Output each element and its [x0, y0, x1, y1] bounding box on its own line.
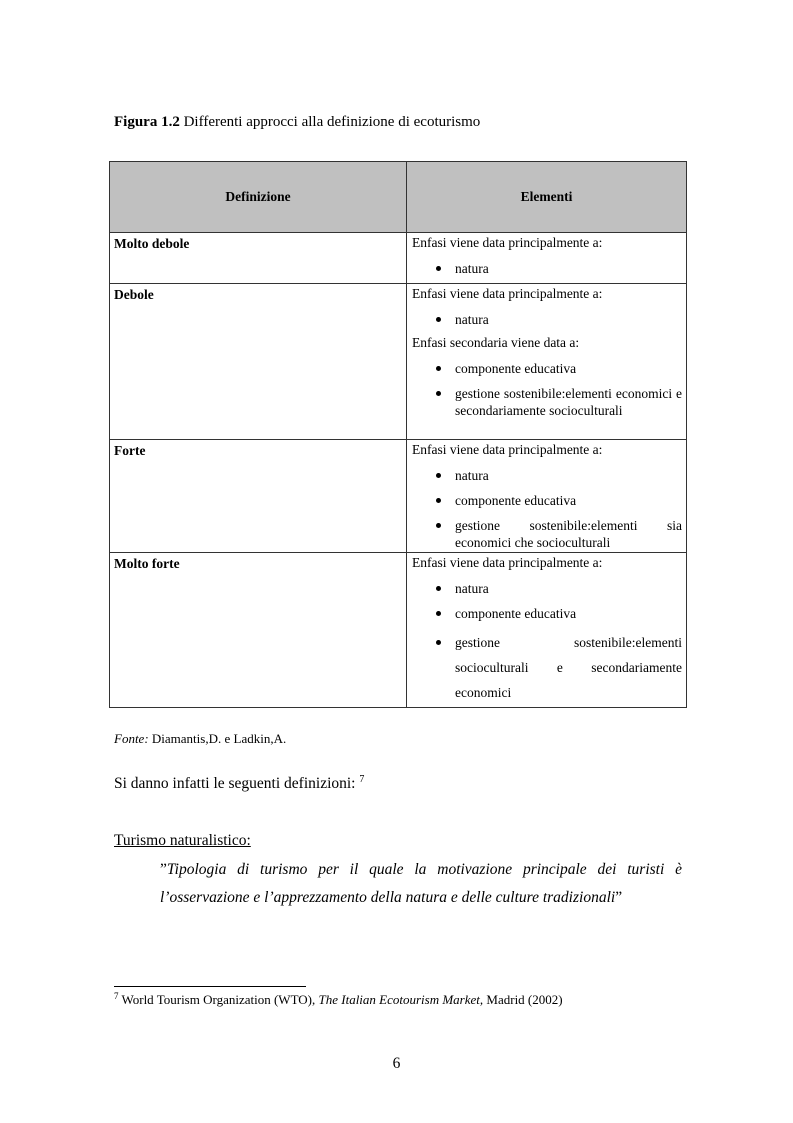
list-item: componente educativa: [412, 360, 682, 377]
footnote: [114, 991, 563, 1008]
page-number: 6: [392, 1055, 401, 1072]
table-source: [114, 731, 286, 747]
list-item: natura: [412, 580, 682, 597]
emphasis-intro: Enfasi viene data principalmente a:: [412, 235, 603, 250]
figure-label: Figura 1.2: [114, 114, 180, 130]
table-row: [110, 553, 687, 708]
list-item: gestione sostenibile:elementi socioculturali e secondariamente economici: [412, 630, 682, 705]
approaches-table: [109, 161, 687, 708]
figure-caption: [114, 114, 480, 131]
section-heading: Turismo naturalistico:: [114, 832, 251, 849]
body-paragraph: [114, 774, 364, 793]
bullet-list: [412, 360, 682, 419]
quote-open-mark: ”: [160, 861, 167, 878]
source-label: Fonte:: [114, 731, 149, 746]
emphasis-intro: Enfasi viene data principalmente a:: [412, 555, 603, 570]
paragraph-text: Si danno infatti le seguenti definizioni:: [114, 775, 356, 792]
bullet-list: [412, 630, 682, 705]
footnote-reference: 7: [359, 774, 365, 785]
footnote-prefix: World Tourism Organization (WTO),: [121, 992, 316, 1007]
bullet-list: [412, 467, 682, 551]
bullet-list: [412, 580, 682, 622]
figure-title: Differenti approcci alla definizione di ecoturismo: [183, 114, 481, 130]
footnote-divider: [114, 986, 306, 987]
table-row: [110, 233, 687, 284]
list-item: natura: [412, 467, 682, 484]
definition-cell: Forte: [110, 440, 407, 553]
source-text: Diamantis,D. e Ladkin,A.: [151, 731, 287, 746]
elements-cell: [407, 440, 687, 553]
footnote-suffix: Madrid (2002): [486, 992, 563, 1007]
definition-cell: Molto forte: [110, 553, 407, 708]
column-header-elements: Elementi: [407, 162, 687, 233]
table-row: [110, 284, 687, 440]
table-row: [110, 440, 687, 553]
quote-text: Tipologia di turismo per il quale la motivazione principale dei turisti è l’osservazione e l’apprezzamento della natura e delle culture tradizionali: [160, 861, 682, 906]
definition-quote: [160, 856, 682, 912]
list-item: gestione sostenibile:elementi economici e secondariamente socioculturali: [412, 385, 682, 419]
definition-cell: Debole: [110, 284, 407, 440]
table-header-row: [110, 162, 687, 233]
elements-cell: [407, 233, 687, 284]
quote-close-mark: ”: [615, 889, 623, 906]
emphasis-intro: Enfasi viene data principalmente a:: [412, 286, 603, 301]
emphasis-intro: Enfasi viene data principalmente a:: [412, 442, 603, 457]
elements-cell: [407, 284, 687, 440]
list-item: natura: [412, 311, 682, 328]
footnote-number: 7: [114, 991, 119, 1001]
footnote-title: The Italian Ecotourism Market,: [318, 992, 484, 1007]
list-item: gestione sostenibile:elementi sia economici che socioculturali: [412, 517, 682, 551]
definition-cell: Molto debole: [110, 233, 407, 284]
bullet-list: [412, 311, 682, 328]
list-item: componente educativa: [412, 605, 682, 622]
column-header-definition: Definizione: [110, 162, 407, 233]
secondary-emphasis-intro: Enfasi secondaria viene data a:: [412, 335, 580, 350]
bullet-list: [412, 260, 682, 277]
list-item: natura: [412, 260, 682, 277]
list-item: componente educativa: [412, 492, 682, 509]
elements-cell: [407, 553, 687, 708]
